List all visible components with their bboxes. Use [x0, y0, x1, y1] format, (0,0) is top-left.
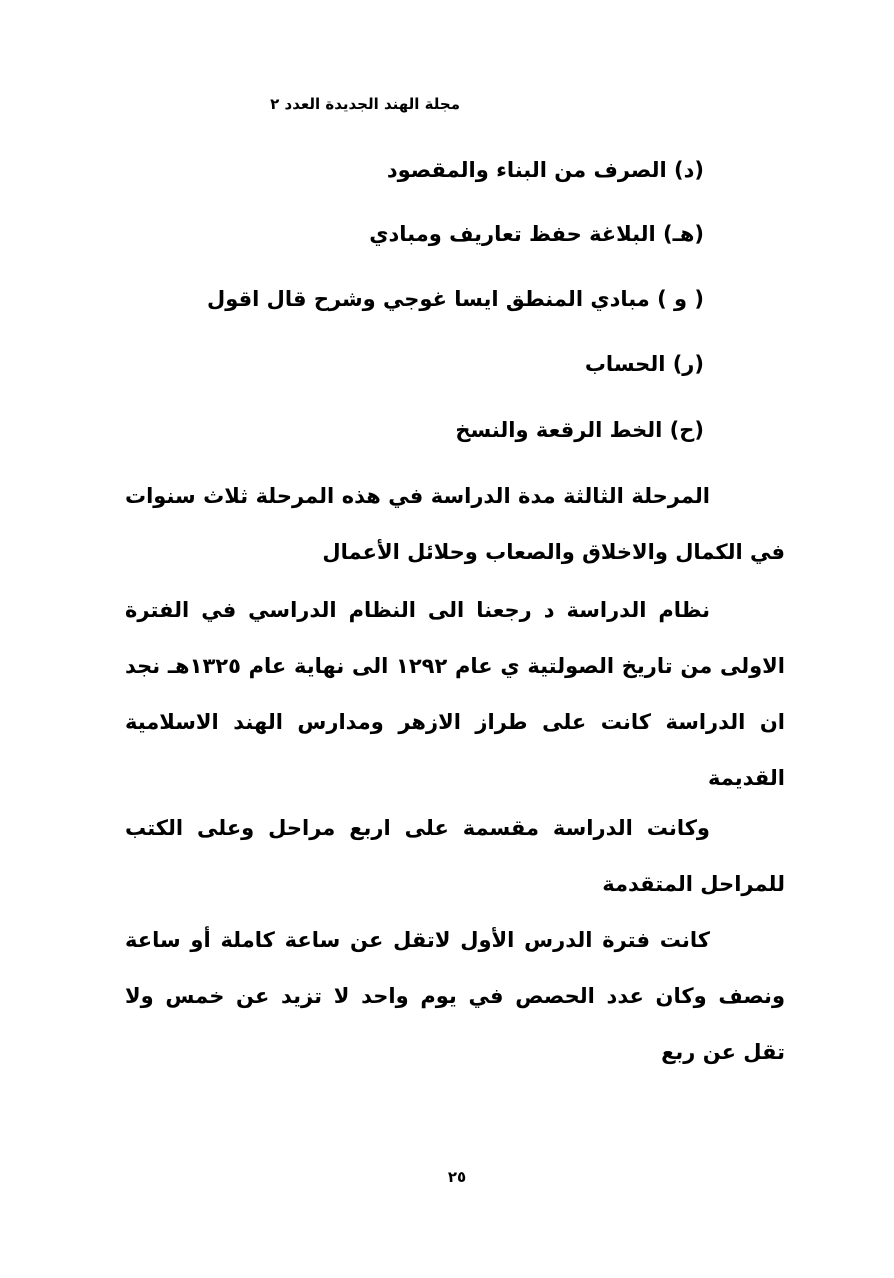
list-item-ra: (ر) الحساب — [584, 352, 704, 376]
list-item-ha2: (ح) الخط الرقعة والنسخ — [455, 418, 704, 442]
paragraph-lesson-duration: كانت فترة الدرس الأول لاتقل عن ساعة كاملة أو ساعة ونصف وكان عدد الحصص في يوم واحد لا تزيد عن خمس ولا تقل عن ربع — [125, 928, 785, 1064]
list-item-waw: ( و ) مبادي المنطق ايسا غوجي وشرح قال اقول — [207, 287, 704, 311]
paragraph-third-stage: المرحلة الثالثة مدة الدراسة في هذه المرحلة ثلاث سنوات في الكمال والاخلاق والصعاب وحلائل الأعمال — [125, 484, 785, 564]
paragraph-study-stages: وكانت الدراسة مقسمة على اربع مراحل وعلى الكتب للمراحل المتقدمة — [125, 816, 785, 896]
running-header: مجلة الهند الجديدة العدد ٢ — [270, 95, 460, 113]
paragraph-study-system: نظام الدراسة د رجعنا الى النظام الدراسي في الفترة الاولى من تاريخ الصولتية ي عام ١٢٩٢ الى نهاية عام ١٣٢٥هـ نجد ان الدراسة كانت على طراز الازهر ومدارس الهند الاسلامية القديمة — [125, 598, 786, 790]
page-number: ٢٥ — [447, 1168, 467, 1186]
list-item-dal: (د) الصرف من البناء والمقصود — [386, 158, 704, 182]
list-item-ha: (هـ) البلاغة حفظ تعاريف ومبادي — [369, 222, 704, 246]
